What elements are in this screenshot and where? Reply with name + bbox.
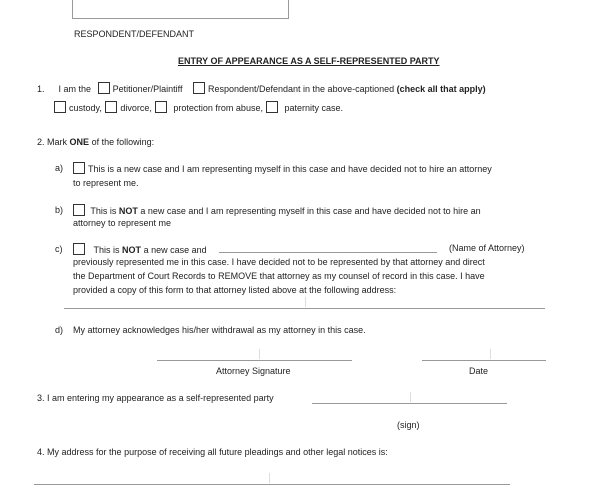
cursor-tick bbox=[259, 349, 260, 359]
item1-line2 bbox=[54, 101, 343, 113]
item4-number: 4. bbox=[37, 447, 45, 457]
item3-line bbox=[37, 393, 274, 403]
option-c-post: a new case and bbox=[143, 245, 207, 255]
respondent-label-option: Respondent/Defendant in the above-captioned bbox=[207, 84, 395, 94]
custody-checkbox[interactable] bbox=[54, 101, 66, 113]
option-c-line1 bbox=[73, 243, 207, 255]
sign-label: (sign) bbox=[397, 420, 420, 430]
petitioner-label: Petitioner/Plaintiff bbox=[112, 84, 183, 94]
option-a-text1: This is a new case and I am representing myself in this case and have decided not to hire an attorney bbox=[88, 164, 492, 174]
self-signature-line[interactable] bbox=[312, 403, 507, 404]
option-b-pre: This is bbox=[90, 206, 117, 216]
cursor-tick bbox=[490, 349, 491, 359]
item4-text: My address for the purpose of receiving all future pleadings and other legal notices is: bbox=[47, 447, 388, 457]
item1-line1 bbox=[37, 82, 486, 94]
option-a-line2: to represent me. bbox=[73, 178, 139, 188]
respondent-checkbox[interactable] bbox=[193, 82, 205, 94]
paternity-label: paternity case. bbox=[284, 103, 344, 113]
item2-mark-post: of the following: bbox=[91, 137, 155, 147]
respondent-label: RESPONDENT/DEFENDANT bbox=[74, 29, 195, 39]
option-d-text: My attorney acknowledges his/her withdrawal as my attorney in this case. bbox=[73, 325, 366, 335]
date-label: Date bbox=[469, 366, 489, 376]
attorney-address-line[interactable] bbox=[64, 308, 545, 309]
option-c-line2: previously represented me in this case. I have decided not to be represented by that attorney and direct bbox=[73, 257, 485, 267]
option-c-pre: This is bbox=[93, 245, 120, 255]
divorce-checkbox[interactable] bbox=[105, 101, 117, 113]
option-b-post: a new case and I am representing myself in this case and have decided not to hire an bbox=[140, 206, 481, 216]
option-c-label: c) bbox=[55, 244, 63, 254]
option-b-label: b) bbox=[55, 205, 64, 215]
item2-number: 2. bbox=[37, 137, 45, 147]
page-title: ENTRY OF APPEARANCE AS A SELF-REPRESENTED PARTY bbox=[178, 56, 440, 66]
item3-text: I am entering my appearance as a self-represented party bbox=[47, 393, 274, 403]
attorney-signature-label: Attorney Signature bbox=[216, 366, 291, 376]
item2-mark-pre: Mark bbox=[47, 137, 68, 147]
option-a-line1 bbox=[73, 162, 492, 174]
divorce-label: divorce, bbox=[120, 103, 152, 113]
item3-number: 3. bbox=[37, 393, 45, 403]
custody-label: custody, bbox=[69, 103, 102, 113]
respondent-name-field[interactable] bbox=[72, 0, 289, 19]
item4-line bbox=[37, 447, 388, 457]
option-a-label: a) bbox=[55, 163, 64, 173]
item1-prefix: I am the bbox=[58, 84, 92, 94]
option-c-line4: provided a copy of this form to that attorney listed above at the following address: bbox=[73, 285, 397, 295]
attorney-signature-line[interactable] bbox=[157, 360, 352, 361]
option-c-checkbox[interactable] bbox=[73, 243, 85, 255]
date-line[interactable] bbox=[422, 360, 546, 361]
option-d-label: d) bbox=[55, 325, 64, 335]
protection-label: protection from abuse, bbox=[173, 103, 263, 113]
option-c-bold: NOT bbox=[122, 245, 142, 255]
protection-checkbox[interactable] bbox=[155, 101, 167, 113]
option-a-checkbox[interactable] bbox=[73, 162, 85, 174]
attorney-name-line[interactable] bbox=[219, 252, 437, 253]
name-of-attorney-label: (Name of Attorney) bbox=[449, 243, 525, 253]
address-line[interactable] bbox=[34, 484, 510, 485]
item2-mark-bold: ONE bbox=[69, 137, 90, 147]
option-b-line2: attorney to represent me bbox=[73, 218, 172, 228]
option-b-line1 bbox=[73, 204, 481, 216]
check-all-note: (check all that apply) bbox=[396, 84, 486, 94]
option-c-line3: the Department of Court Records to REMOVE that attorney as my counsel of record in this case. I have bbox=[73, 271, 485, 281]
item2-heading bbox=[37, 137, 154, 147]
option-b-checkbox[interactable] bbox=[73, 204, 85, 216]
item1-number: 1. bbox=[37, 84, 45, 94]
paternity-checkbox[interactable] bbox=[266, 101, 278, 113]
cursor-tick bbox=[269, 473, 270, 483]
cursor-tick bbox=[305, 297, 306, 307]
petitioner-checkbox[interactable] bbox=[98, 82, 110, 94]
option-b-bold: NOT bbox=[118, 206, 138, 216]
cursor-tick bbox=[410, 392, 411, 402]
